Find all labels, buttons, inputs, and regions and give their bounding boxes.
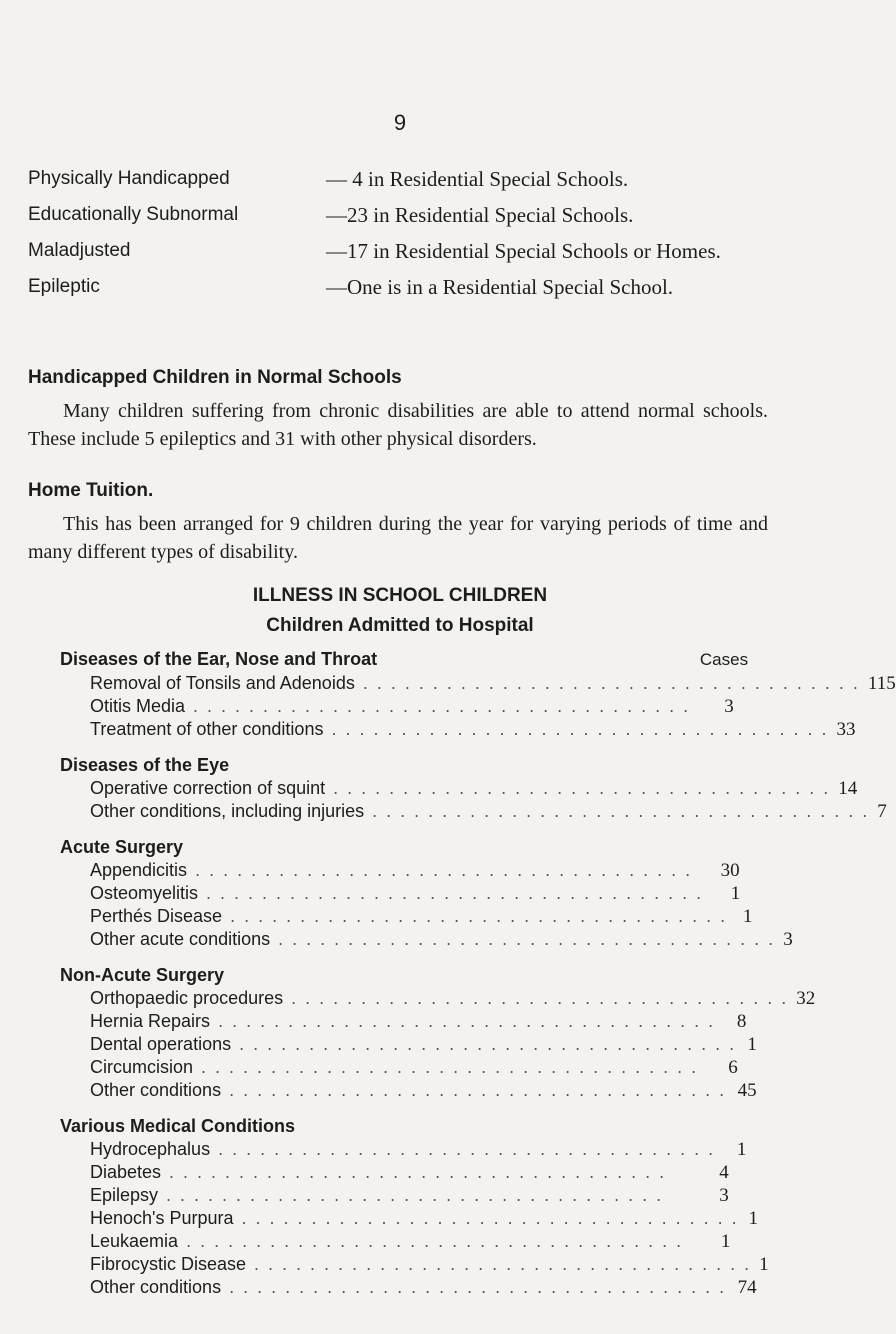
group-title: Diseases of the Eye <box>60 755 230 775</box>
group-heading-row <box>60 835 760 859</box>
illness-table <box>60 647 896 1311</box>
placement-category: Physically Handicapped <box>28 168 230 189</box>
dot-leader: . . . . . . . . . . . . . . . . . . . . . . . . . . . . . . . . . . . . <box>169 1162 667 1182</box>
dot-leader: . . . . . . . . . . . . . . . . . . . . . . . . . . . . . . . . . . . . <box>193 696 691 716</box>
row-label: Other conditions, including injuries <box>90 801 365 821</box>
dot-leader: . . . . . . . . . . . . . . . . . . . . . . . . . . . . . . . . . . . . <box>218 1011 716 1031</box>
table-row <box>60 1010 760 1033</box>
row-value: 3 <box>783 929 793 950</box>
home-tuition-heading: Home Tuition. <box>28 480 154 501</box>
dot-leader: . . . . . . . . . . . . . . . . . . . . . . . . . . . . . . . . . . . . <box>229 1080 727 1100</box>
placement-description: —One is in a Residential Special School. <box>326 275 674 299</box>
group-title: Diseases of the Ear, Nose and Throat <box>60 649 378 669</box>
row-label: Leukaemia <box>90 1231 179 1251</box>
row-label: Treatment of other conditions <box>90 719 324 739</box>
table-row <box>60 1079 760 1102</box>
table-row <box>60 987 816 1010</box>
group-heading-row <box>60 753 760 777</box>
group-title: Various Medical Conditions <box>60 1116 296 1136</box>
row-value: 4 <box>719 1162 729 1183</box>
group-title: Non-Acute Surgery <box>60 965 225 985</box>
dot-leader: . . . . . . . . . . . . . . . . . . . . . . . . . . . . . . . . . . . . <box>331 719 829 739</box>
row-label: Removal of Tonsils and Adenoids <box>90 673 355 693</box>
row-label: Fibrocystic Disease <box>90 1254 247 1274</box>
row-value: 1 <box>748 1208 759 1229</box>
row-label: Osteomyelitis <box>90 883 199 903</box>
row-value: 8 <box>736 1011 747 1032</box>
row-value: 33 <box>836 719 856 740</box>
dot-leader: . . . . . . . . . . . . . . . . . . . . . . . . . . . . . . . . . . . . <box>362 673 860 693</box>
dot-leader: . . . . . . . . . . . . . . . . . . . . . . . . . . . . . . . . . . . . <box>166 1185 664 1205</box>
dot-leader: . . . . . . . . . . . . . . . . . . . . . . . . . . . . . . . . . . . . <box>291 988 789 1008</box>
illness-title: ILLNESS IN SCHOOL CHILDREN <box>252 585 548 606</box>
table-row <box>60 1184 760 1207</box>
table-group <box>60 963 816 1102</box>
illness-subtitle: Children Admitted to Hospital <box>266 615 534 636</box>
table-row <box>60 800 887 823</box>
row-label: Other conditions <box>90 1277 222 1297</box>
row-value: 6 <box>728 1057 738 1078</box>
row-value: 1 <box>747 1034 757 1055</box>
table-group <box>60 835 793 951</box>
normal-schools-body: Many children suffering from chronic disabilities are able to attend normal schools. These include 5 epileptics and 31 with other physical disorders. <box>28 400 768 450</box>
dot-leader: . . . . . . . . . . . . . . . . . . . . . . . . . . . . . . . . . . . . <box>218 1139 716 1159</box>
dot-leader: . . . . . . . . . . . . . . . . . . . . . . . . . . . . . . . . . . . . <box>201 1057 699 1077</box>
normal-schools-section <box>28 367 768 453</box>
dot-leader: . . . . . . . . . . . . . . . . . . . . . . . . . . . . . . . . . . . . <box>333 778 831 798</box>
row-label: Orthopaedic procedures <box>90 988 284 1008</box>
dot-leader: . . . . . . . . . . . . . . . . . . . . . . . . . . . . . . . . . . . . <box>195 860 693 880</box>
row-value: 7 <box>877 801 887 822</box>
dot-leader: . . . . . . . . . . . . . . . . . . . . . . . . . . . . . . . . . . . . <box>254 1254 752 1274</box>
table-row <box>60 882 760 905</box>
row-value: 1 <box>742 906 753 927</box>
row-label: Epilepsy <box>90 1185 159 1205</box>
row-label: Appendicitis <box>90 860 188 880</box>
placement-list <box>28 165 768 309</box>
row-label: Otitis Media <box>90 696 186 716</box>
dot-leader: . . . . . . . . . . . . . . . . . . . . . . . . . . . . . . . . . . . . <box>278 929 776 949</box>
table-row <box>60 1056 760 1079</box>
placement-description: — 4 in Residential Special Schools. <box>326 167 629 191</box>
table-row <box>60 859 760 882</box>
row-value: 14 <box>838 778 858 799</box>
home-tuition-body: This has been arranged for 9 children during the year for varying periods of time and many different types of disability. <box>28 513 768 563</box>
row-value: 45 <box>737 1080 757 1101</box>
placement-category: Educationally Subnormal <box>28 204 239 225</box>
dot-leader: . . . . . . . . . . . . . . . . . . . . . . . . . . . . . . . . . . . . <box>186 1231 684 1251</box>
dot-leader: . . . . . . . . . . . . . . . . . . . . . . . . . . . . . . . . . . . . <box>206 883 704 903</box>
table-row <box>60 1138 760 1161</box>
row-value: 1 <box>730 883 741 904</box>
group-heading-row <box>60 1114 760 1138</box>
row-value: 1 <box>720 1231 731 1252</box>
placement-category: Maladjusted <box>28 240 131 261</box>
dot-leader: . . . . . . . . . . . . . . . . . . . . . . . . . . . . . . . . . . . . <box>372 801 870 821</box>
dot-leader: . . . . . . . . . . . . . . . . . . . . . . . . . . . . . . . . . . . . <box>229 1277 727 1297</box>
group-heading-row <box>60 963 760 987</box>
row-label: Hernia Repairs <box>90 1011 211 1031</box>
row-label: Dental operations <box>90 1034 232 1054</box>
dot-leader: . . . . . . . . . . . . . . . . . . . . . . . . . . . . . . . . . . . . <box>241 1208 739 1228</box>
table-row <box>60 1276 760 1299</box>
row-value: 115 <box>867 673 896 694</box>
row-label: Other acute conditions <box>90 929 271 949</box>
table-row <box>60 1161 760 1184</box>
placement-row <box>28 201 768 229</box>
row-label: Perthés Disease <box>90 906 223 926</box>
placement-row <box>28 273 768 301</box>
row-value: 30 <box>720 860 740 881</box>
row-label: Other conditions <box>90 1080 222 1100</box>
cases-column-header: Cases <box>699 650 749 669</box>
table-row <box>60 718 856 741</box>
placement-row <box>28 237 768 265</box>
page-number: 9 <box>393 110 407 135</box>
table-row <box>60 777 858 800</box>
row-label: Diabetes <box>90 1162 162 1182</box>
group-title: Acute Surgery <box>60 837 184 857</box>
table-row <box>60 1033 760 1056</box>
placement-description: —17 in Residential Special Schools or Homes. <box>326 239 721 263</box>
dot-leader: . . . . . . . . . . . . . . . . . . . . . . . . . . . . . . . . . . . . <box>239 1034 737 1054</box>
home-tuition-section <box>28 480 768 566</box>
table-row <box>60 1207 760 1230</box>
table-row <box>60 672 896 695</box>
row-value: 1 <box>759 1254 769 1275</box>
row-value: 32 <box>796 988 816 1009</box>
table-row <box>60 928 793 951</box>
row-label: Hydrocephalus <box>90 1139 211 1159</box>
placement-row <box>28 165 768 193</box>
table-row <box>60 905 760 928</box>
placement-category: Epileptic <box>28 276 100 297</box>
row-value: 3 <box>724 696 734 717</box>
table-group <box>60 1114 769 1299</box>
placement-description: —23 in Residential Special Schools. <box>326 203 634 227</box>
table-row <box>60 695 760 718</box>
row-label: Circumcision <box>90 1057 194 1077</box>
table-row <box>60 1253 769 1276</box>
table-group <box>60 753 887 823</box>
row-value: 3 <box>719 1185 729 1206</box>
row-value: 1 <box>736 1139 747 1160</box>
group-heading-row <box>60 647 760 672</box>
table-group <box>60 647 896 741</box>
row-label: Operative correction of squint <box>90 778 326 798</box>
dot-leader: . . . . . . . . . . . . . . . . . . . . . . . . . . . . . . . . . . . . <box>230 906 728 926</box>
table-row <box>60 1230 760 1253</box>
row-value: 74 <box>737 1277 757 1298</box>
normal-schools-heading: Handicapped Children in Normal Schools <box>28 367 402 388</box>
row-label: Henoch's Purpura <box>90 1208 234 1228</box>
